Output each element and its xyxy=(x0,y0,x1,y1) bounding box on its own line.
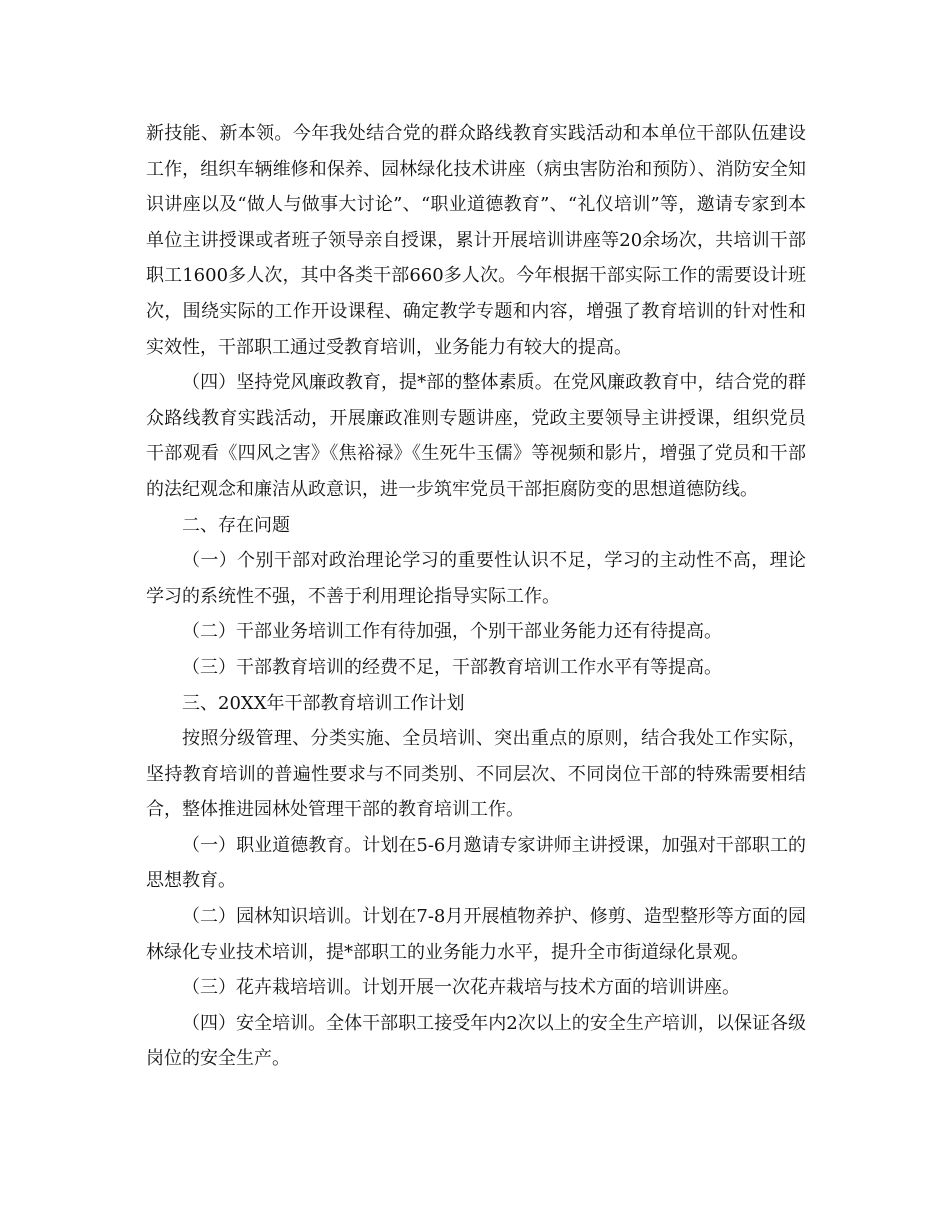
paragraph-plan-principles: 按照分级管理、分类实施、全员培训、突出重点的原则，结合我处工作实际，坚持教育培训的普遍性要求与不同类别、不同层次、不同岗位干部的特殊需要相结合，整体推进园林处管理干部的教育培训工作。 xyxy=(146,728,806,821)
paragraph-training-summary: 新技能、新本领。今年我处结合党的群众路线教育实践活动和本单位干部队伍建设工作，组织车辆维修和保养、园林绿化技术讲座（病虫害防治和预防）、消防安全知识讲座以及“做人与做事大讨论”、“职业道德教育”、“礼仪培训”等，邀请专家到本单位主讲授课或者班子领导亲自授课，累计开展培训讲座等20余场次，共培训干部职工1600多人次，其中各类干部660多人次。今年根据干部实际工作的需要设计班次，围绕实际的工作开设课程、确定教学专题和内容，增强了教育培训的针对性和实效性，干部职工通过受教育培训，业务能力有较大的提高。 xyxy=(146,123,806,358)
paragraph-problem-2: （二）干部业务培训工作有待加强，个别干部业务能力还有待提高。 xyxy=(182,621,722,643)
paragraph-integrity-education: （四）坚持党风廉政教育，提*部的整体素质。在党风廉政教育中，结合党的群众路线教育实践活动，开展廉政准则专题讲座，党政主要领导主讲授课，组织党员干部观看《四风之害》《焦裕禄》《生死牛玉儒》等视频和影片，增强了党员和干部的法纪观念和廉洁从政意识，进一步筑牢党员干部拒腐防变的思想道德防线。 xyxy=(146,372,806,500)
section-heading-problems: 二、存在问题 xyxy=(182,514,290,536)
paragraph-problem-3: （三）干部教育培训的经费不足，干部教育培训工作水平有等提高。 xyxy=(182,656,722,678)
paragraph-plan-landscaping: （二）园林知识培训。计划在7-8月开展植物养护、修剪、造型整形等方面的园林绿化专业技术培训，提*部职工的业务能力水平，提升全市街道绿化景观。 xyxy=(146,906,806,963)
document-body xyxy=(146,116,806,1077)
paragraph-plan-flowers: （三）花卉栽培培训。计划开展一次花卉栽培与技术方面的培训讲座。 xyxy=(182,977,740,999)
paragraph-plan-safety: （四）安全培训。全体干部职工接受年内2次以上的安全生产培训，以保证各级岗位的安全生产。 xyxy=(146,1012,806,1070)
section-heading-plan: 三、20XX年干部教育培训工作计划 xyxy=(182,692,465,714)
paragraph-plan-ethics: （一）职业道德教育。计划在5-6月邀请专家讲师主讲授课，加强对干部职工的思想教育。 xyxy=(146,834,806,892)
paragraph-problem-1: （一）个别干部对政治理论学习的重要性认识不足，学习的主动性不高，理论学习的系统性不强，不善于利用理论指导实际工作。 xyxy=(146,550,806,607)
